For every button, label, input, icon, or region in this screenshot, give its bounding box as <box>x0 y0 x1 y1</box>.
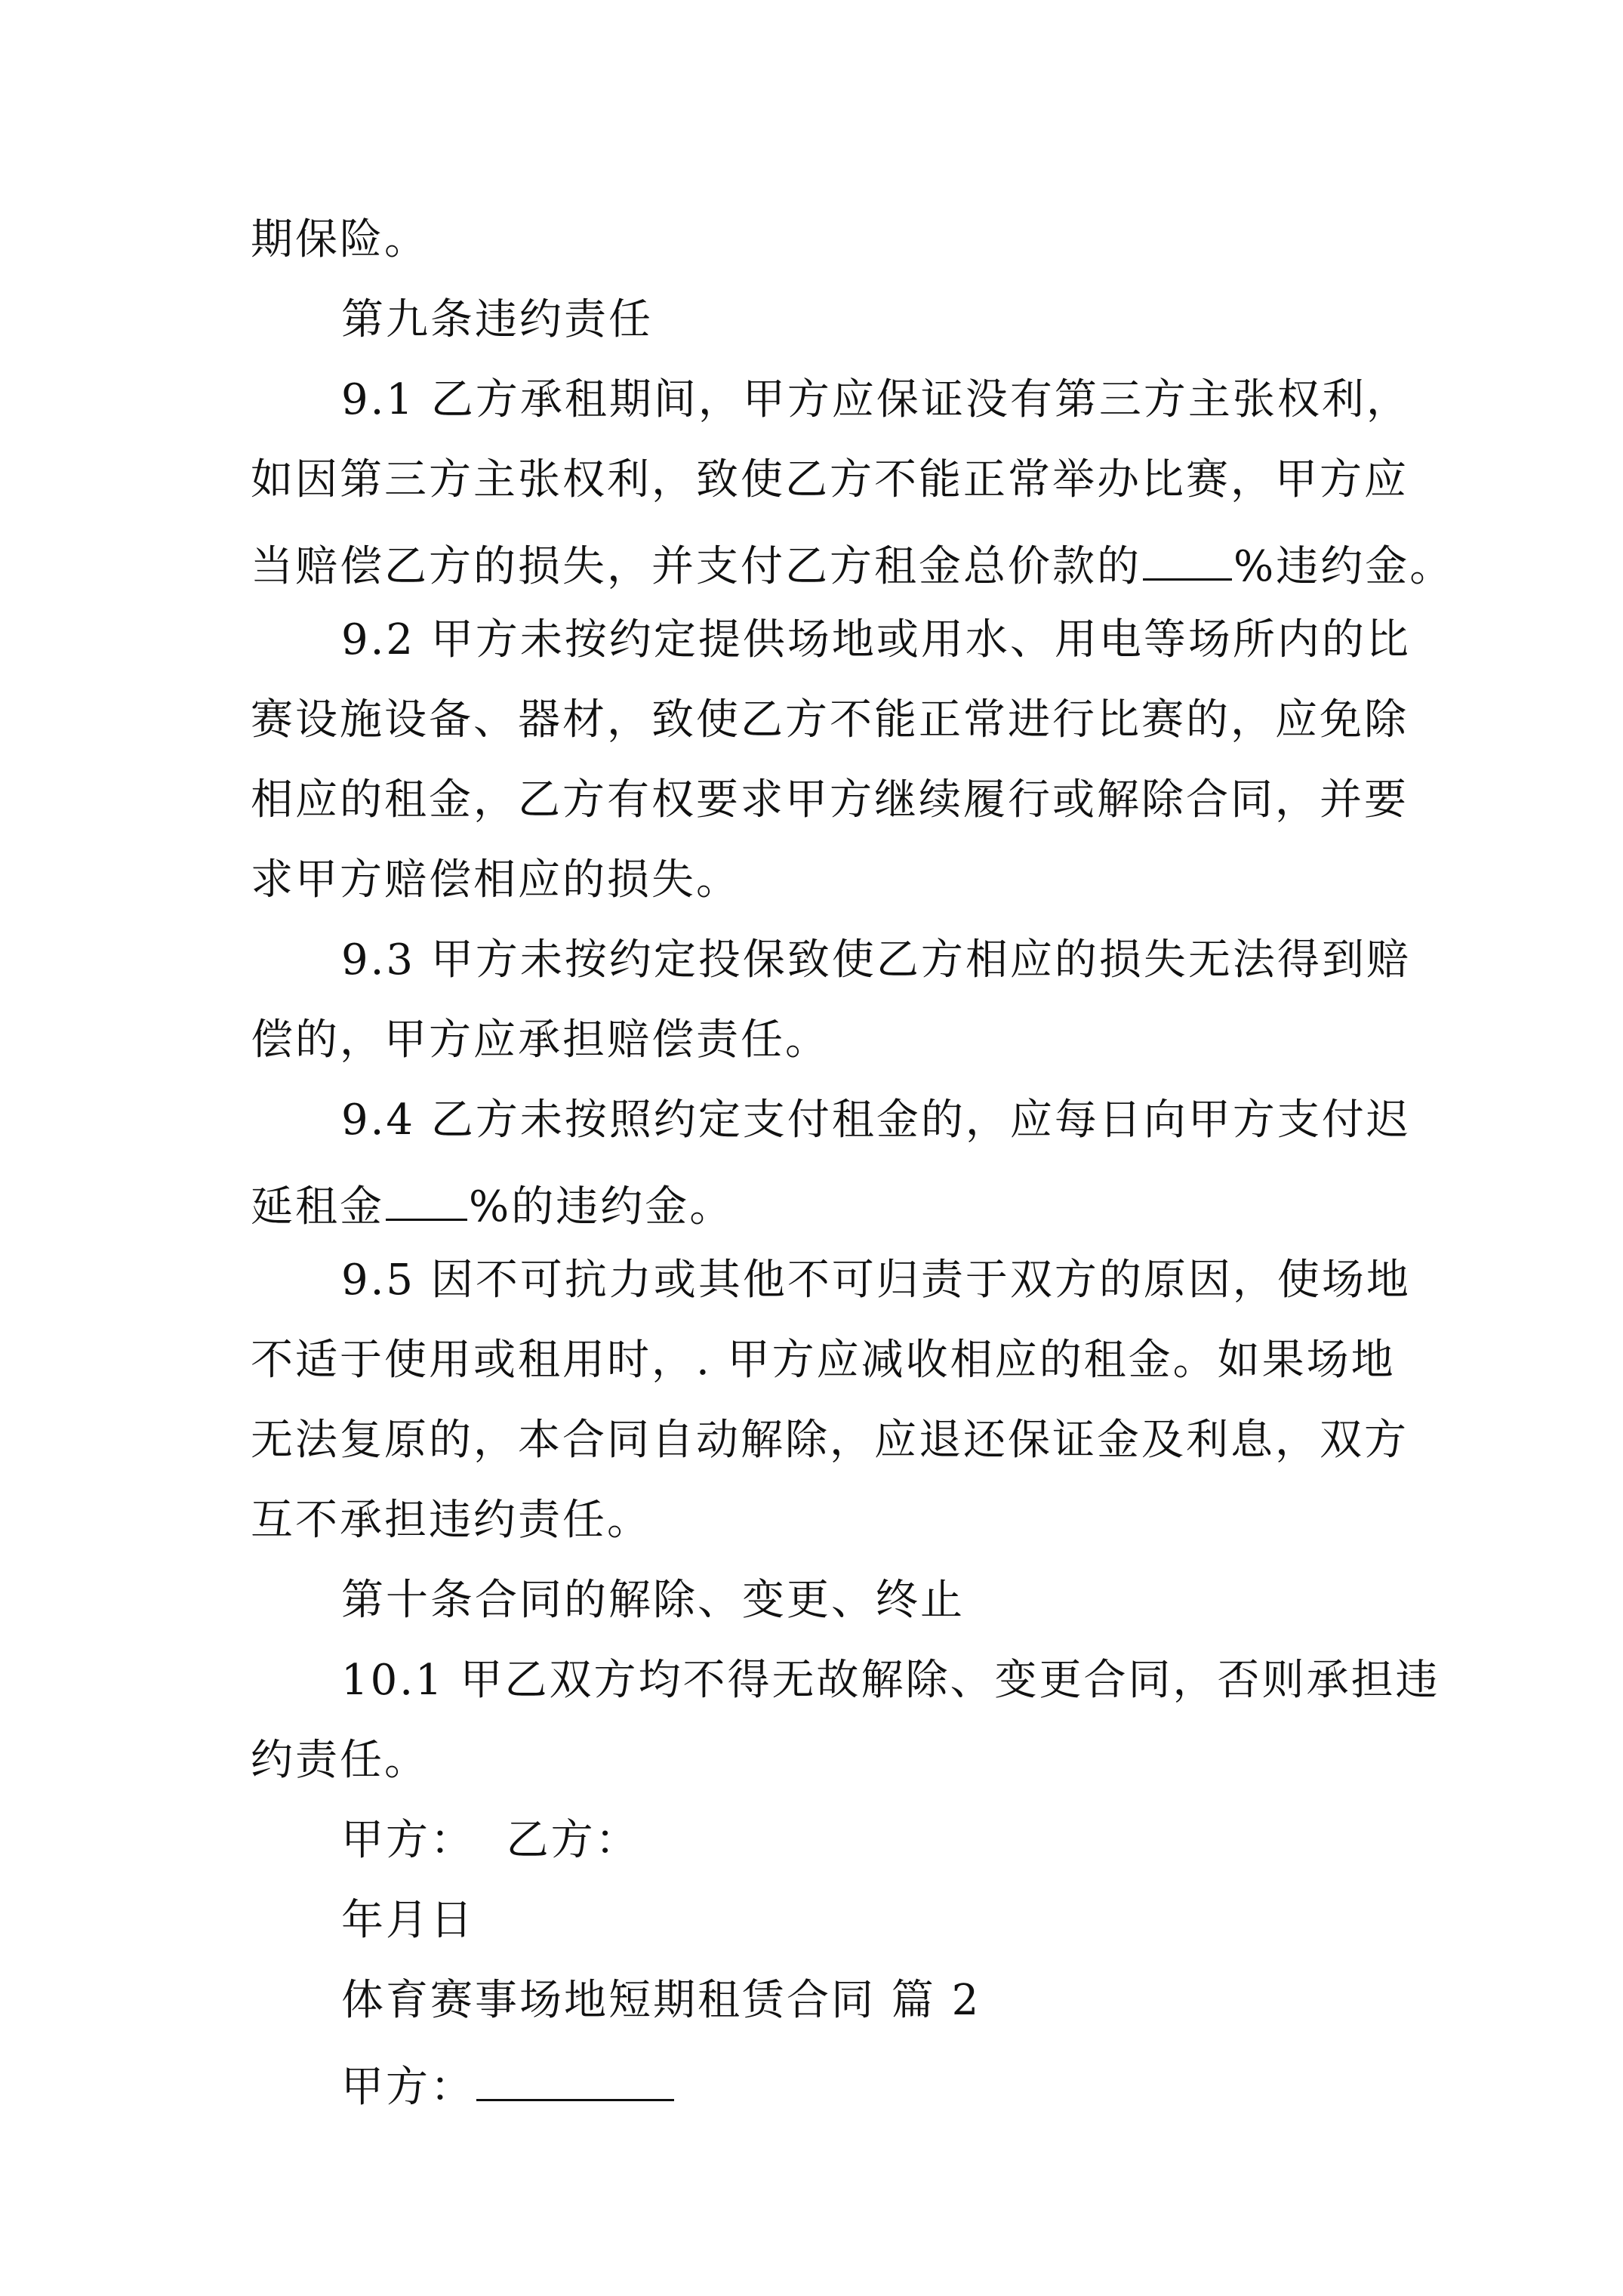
line-text: 甲方： <box>341 2063 475 2112</box>
paragraph-line: 期保险。 <box>251 215 429 264</box>
paragraph-line: 10.1 甲乙双方均不得无故解除、变更合同，否则承担违 <box>341 1656 1440 1705</box>
date-line: 年月日 <box>341 1896 475 1945</box>
paragraph-line: 如因第三方主张权利，致使乙方不能正常举办比赛，甲方应 <box>251 455 1409 504</box>
paragraph-line <box>251 1179 735 1231</box>
paragraph-line: 9.4 乙方未按照约定支付租金的，应每日向甲方支付迟 <box>341 1096 1411 1145</box>
paragraph-line: 9.3 甲方未按约定投保致使乙方相应的损失无法得到赔 <box>341 935 1411 985</box>
paragraph-line: 不适于使用或租用时，. 甲方应减收相应的租金。如果场地 <box>251 1336 1396 1385</box>
paragraph-line: 互不承担违约责任。 <box>251 1496 651 1545</box>
fill-in-blank <box>1143 539 1232 581</box>
line-text: %违约金。 <box>1233 542 1455 591</box>
article-heading-10: 第十条合同的解除、变更、终止 <box>341 1576 965 1625</box>
party-a-line <box>341 2060 676 2112</box>
paragraph-line: 相应的租金，乙方有权要求甲方继续履行或解除合同，并要 <box>251 775 1409 824</box>
section-title: 体育赛事场地短期租赁合同 篇 2 <box>341 1976 981 2025</box>
paragraph-line: 9.5 因不可抗力或其他不可归责于双方的原因，使场地 <box>341 1256 1411 1305</box>
paragraph-line: 无法复原的，本合同自动解除，应退还保证金及利息，双方 <box>251 1416 1409 1465</box>
fill-in-blank <box>476 2060 674 2101</box>
line-text: 当赔偿乙方的损失，并支付乙方租金总价款的 <box>251 542 1141 591</box>
signature-line: 甲方： 乙方： <box>341 1816 640 1865</box>
paragraph-line: 求甲方赔偿相应的损失。 <box>251 855 741 905</box>
article-heading-9: 第九条违约责任 <box>341 295 653 344</box>
line-text: %的违约金。 <box>469 1182 735 1231</box>
paragraph-line: 赛设施设备、器材，致使乙方不能正常进行比赛的，应免除 <box>251 695 1409 744</box>
paragraph-line <box>251 539 1455 591</box>
paragraph-line: 9.2 甲方未按约定提供场地或用水、用电等场所内的比 <box>341 615 1411 664</box>
paragraph-line: 约责任。 <box>251 1736 429 1785</box>
paragraph-line: 9.1 乙方承租期间，甲方应保证没有第三方主张权利， <box>341 375 1411 424</box>
paragraph-line: 偿的，甲方应承担赔偿责任。 <box>251 1015 830 1065</box>
fill-in-blank <box>386 1179 467 1221</box>
line-text: 延租金 <box>251 1182 384 1231</box>
